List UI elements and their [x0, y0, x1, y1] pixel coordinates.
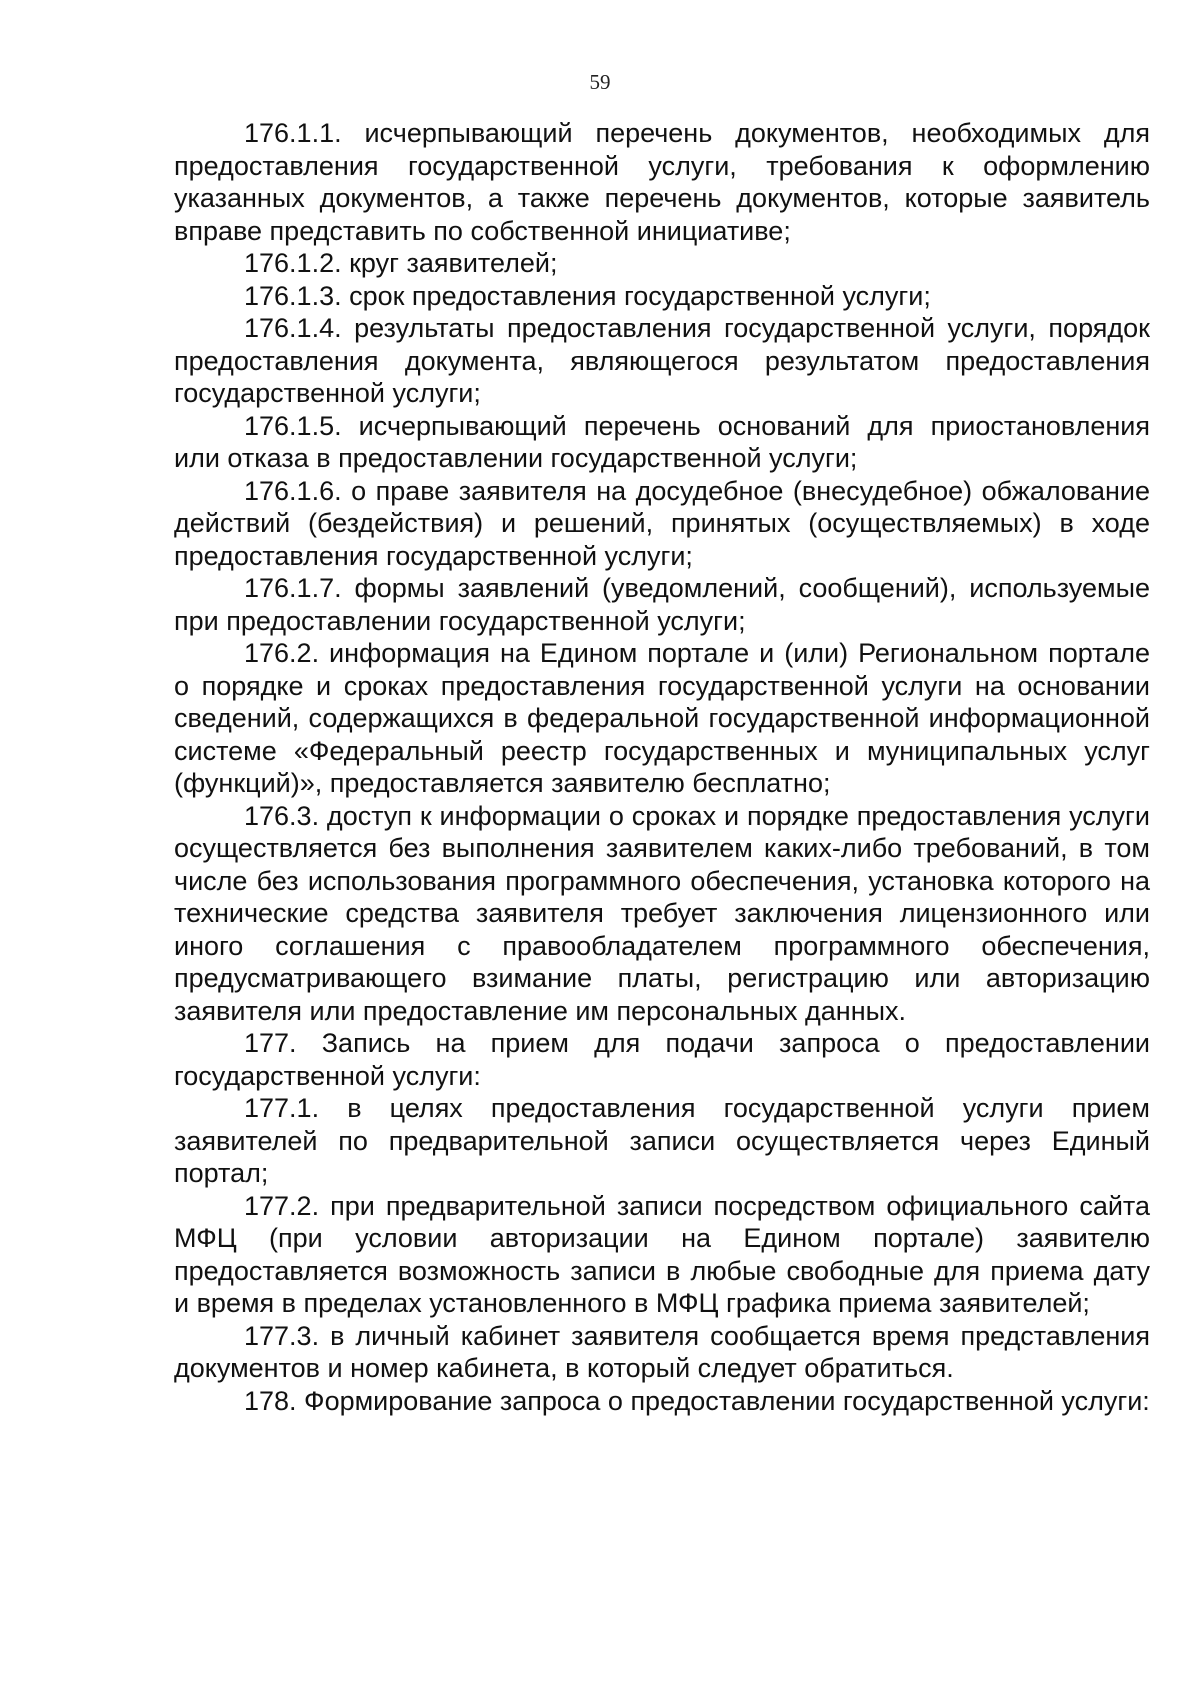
paragraph-177-1: 177.1. в целях предоставления государственной услуги прием заявителей по предварительной записи осуществляется через Единый портал; [174, 1093, 1150, 1188]
page-number: 59 [589, 70, 611, 94]
paragraph-176-1-4: 176.1.4. результаты предоставления государственной услуги, порядок предоставления документа, являющегося результатом предоставления государственной услуги; [174, 313, 1150, 408]
paragraph-178: 178. Формирование запроса о предоставлении государственной услуги: [244, 1385, 1150, 1416]
paragraph-176-1-7: 176.1.7. формы заявлений (уведомлений, сообщений), используемые при предоставлении государственной услуги; [174, 573, 1150, 636]
paragraph-177: 177. Запись на прием для подачи запроса о предоставлении государственной услуги: [174, 1028, 1150, 1091]
paragraph-176-1-3: 176.1.3. срок предоставления государственной услуги; [244, 280, 931, 311]
paragraph-176-1-5: 176.1.5. исчерпывающий перечень оснований для приостановления или отказа в предоставлении государственной услуги; [174, 410, 1150, 473]
paragraph-177-3: 177.3. в личный кабинет заявителя сообщается время представления документов и номер кабинета, в который следует обратиться. [174, 1320, 1150, 1383]
paragraph-176-3: 176.3. доступ к информации о сроках и порядке предоставления услуги осуществляется без выполнения заявителем каких-либо требований, в том числе без использования программного обеспечения, установка которого на технические средства заявителя требует заключения лицензионного или иного соглашения с правообладателем программного обеспечения, предусматривающего взимание платы, регистрацию или авторизацию заявителя или предоставление им персональных данных. [174, 800, 1150, 1026]
paragraph-177-2: 177.2. при предварительной записи посредством официального сайта МФЦ (при условии авторизации на Едином портале) заявителю предоставляется возможность записи в любые свободные для приема дату и время в пределах установленного в МФЦ графика приема заявителей; [174, 1190, 1150, 1318]
paragraph-176-2: 176.2. информация на Едином портале и (или) Региональном портале о порядке и сроках предоставления государственной услуги на основании сведений, содержащихся в федеральной государственной информационной системе «Федеральный реестр государственных и муниципальных услуг (функций)», предоставляется заявителю бесплатно; [174, 638, 1150, 798]
document-body [174, 117, 1150, 1417]
paragraph-176-1-1: 176.1.1. исчерпывающий перечень документов, необходимых для предоставления государственной услуги, требования к оформлению указанных документов, а также перечень документов, которые заявитель вправе представить по собственной инициативе; [174, 118, 1150, 246]
paragraph-176-1-6: 176.1.6. о праве заявителя на досудебное (внесудебное) обжалование действий (бездействия) и решений, принятых (осуществляемых) в ходе предоставления государственной услуги; [174, 475, 1150, 571]
paragraph-176-1-2: 176.1.2. круг заявителей; [244, 248, 558, 278]
